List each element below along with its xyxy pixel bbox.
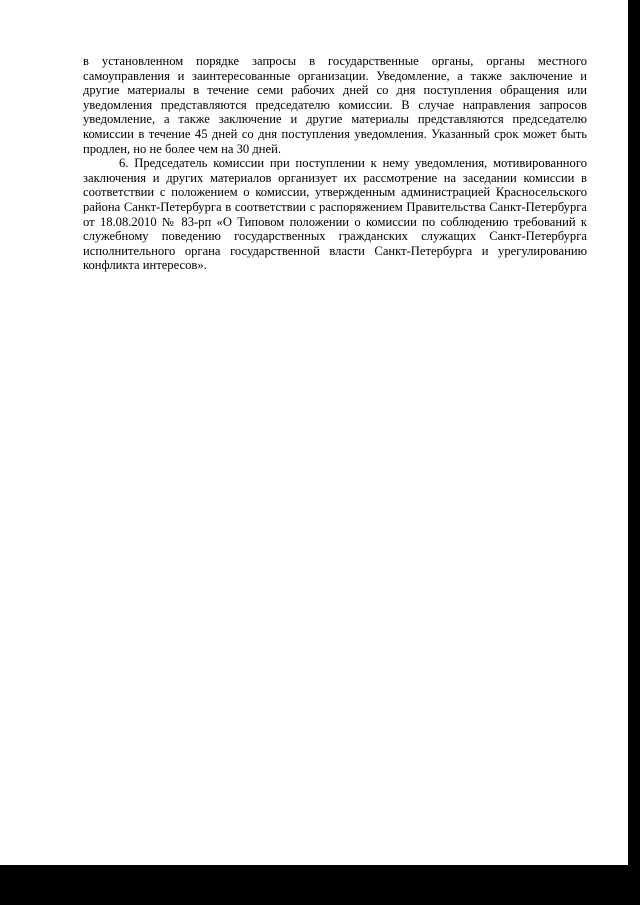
document-body bbox=[83, 54, 587, 273]
paragraph-continuation: в установленном порядке запросы в государственные органы, органы местного самоуправления и заинтересованные организации. Уведомление, а также заключение и другие материалы в течение семи рабочих дней со дня поступления обращения или уведомления представляются председателю комиссии. В случае направления запросов уведомление, а также заключение и другие материалы представляются председателю комиссии в течение 45 дней со дня поступления уведомления. Указанный срок может быть продлен, но не более чем на 30 дней. bbox=[83, 54, 587, 156]
paragraph-item-6: 6. Председатель комиссии при поступлении к нему уведомления, мотивированного заключения и других материалов организует их рассмотрение на заседании комиссии в соответствии с положением о комиссии, утвержденным администрацией Красносельского района Санкт-Петербурга в соответствии с распоряжением Правительства Санкт-Петербурга от 18.08.2010 № 83-рп «О Типовом положении о комиссии по соблюдению требований к служебному поведению государственных гражданских служащих Санкт-Петербурга исполнительного органа государственной власти Санкт-Петербурга и урегулированию конфликта интересов». bbox=[83, 156, 587, 273]
scan-border-bottom bbox=[0, 865, 640, 905]
scan-border-right bbox=[628, 0, 640, 905]
